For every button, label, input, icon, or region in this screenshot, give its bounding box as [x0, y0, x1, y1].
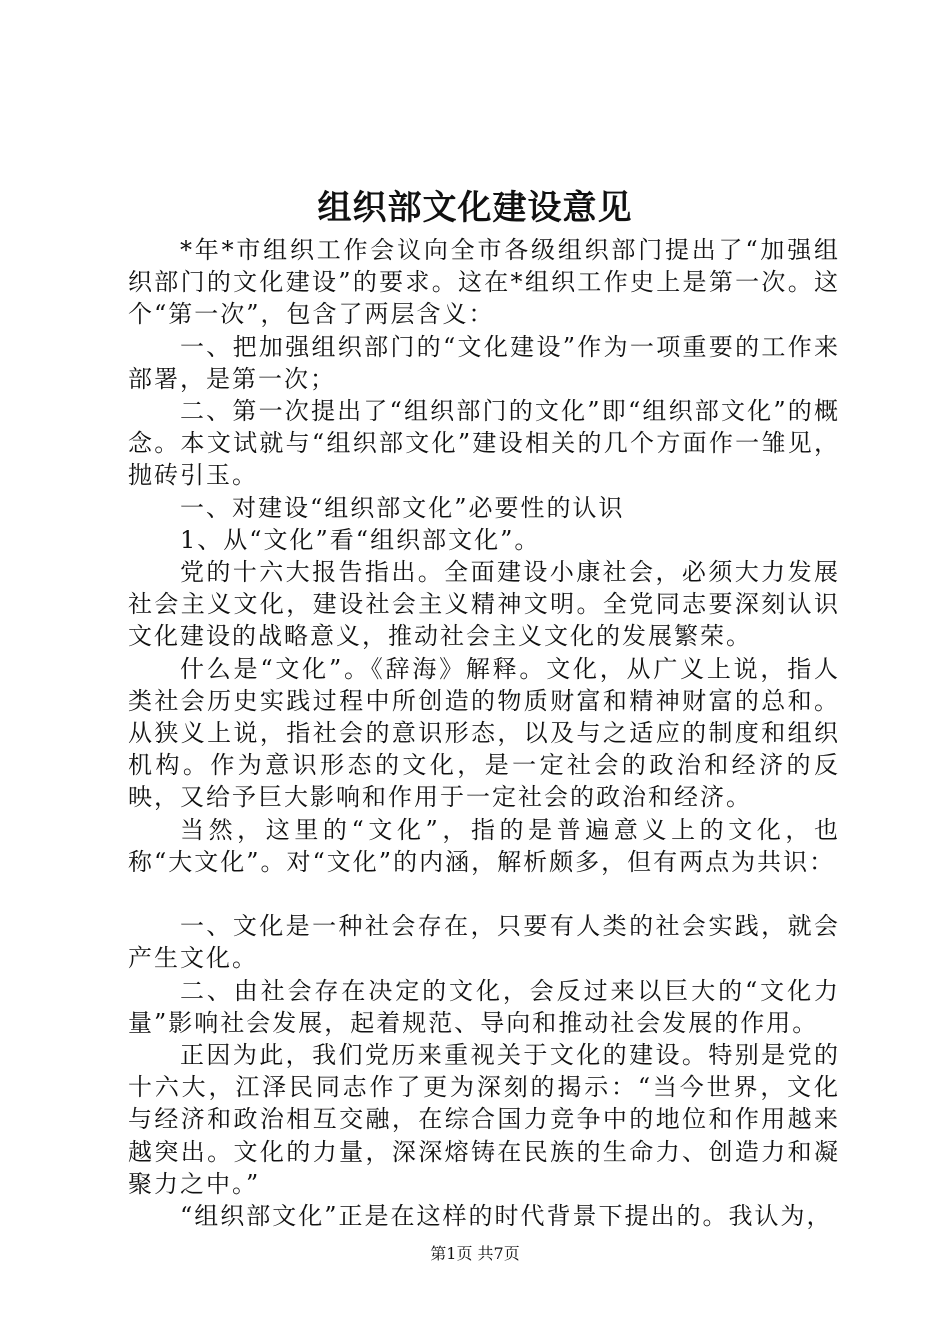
paragraph-party-emphasis: 正因为此，我们党历来重视关于文化的建设。特别是党的十六大，江泽民同志作了更为深刻的揭示：“当今世界，文化与经济和政治相互交融，在综合国力竞争中的地位和作用越来越突出。文化的力量，深深熔铸在民族的生命力、创造力和凝聚力之中。” [128, 1041, 840, 1198]
paragraph-consensus-two: 二、由社会存在决定的文化，会反过来以巨大的“文化力量”影响社会发展，起着规范、导向和推动社会发展的作用。 [128, 976, 840, 1037]
blank-line [128, 878, 840, 910]
paragraph-sixteenth-congress: 党的十六大报告指出。全面建设小康社会，必须大力发展社会主义文化，建设社会主义精神文明。全党同志要深刻认识文化建设的战略意义，推动社会主义文化的发展繁荣。 [128, 558, 840, 651]
paragraph-point-one: 一、把加强组织部门的“文化建设”作为一项重要的工作来部署，是第一次； [128, 332, 840, 393]
paragraph-background: “组织部文化”正是在这样的时代背景下提出的。我认为， [180, 1202, 833, 1231]
subsection-heading-culture: 1、从“文化”看“组织部文化”。 [180, 525, 541, 554]
page-footer: 第1页 共7页 [430, 1244, 520, 1263]
paragraph-intro: *年*市组织工作会议向全市各级组织部门提出了“加强组织部门的文化建设”的要求。这在*组织工作史上是第一次。这个“第一次”，包含了两层含义： [128, 236, 840, 329]
document-title: 组织部文化建设意见 [317, 188, 633, 228]
paragraph-great-culture: 当然，这里的“文化”，指的是普遍意义上的文化，也称“大文化”。对“文化”的内涵，解析颇多，但有两点为共识： [128, 815, 840, 876]
document-body [128, 234, 840, 1232]
section-heading-necessity: 一、对建设“组织部文化”必要性的认识 [180, 493, 625, 522]
paragraph-consensus-one: 一、文化是一种社会存在，只要有人类的社会实践，就会产生文化。 [128, 912, 840, 973]
paragraph-what-is-culture: 什么是“文化”。《辞海》解释。文化，从广义上说，指人类社会历史实践过程中所创造的物质财富和精神财富的总和。从狭义上说，指社会的意识形态，以及与之适应的制度和组织机构。作为意识形态的文化，是一定社会的政治和经济的反映，又给予巨大影响和作用于一定社会的政治和经济。 [128, 654, 840, 812]
paragraph-point-two: 二、第一次提出了“组织部门的文化”即“组织部文化”的概念。本文试就与“组织部文化”建设相关的几个方面作一雏见，抛砖引玉。 [128, 397, 840, 490]
